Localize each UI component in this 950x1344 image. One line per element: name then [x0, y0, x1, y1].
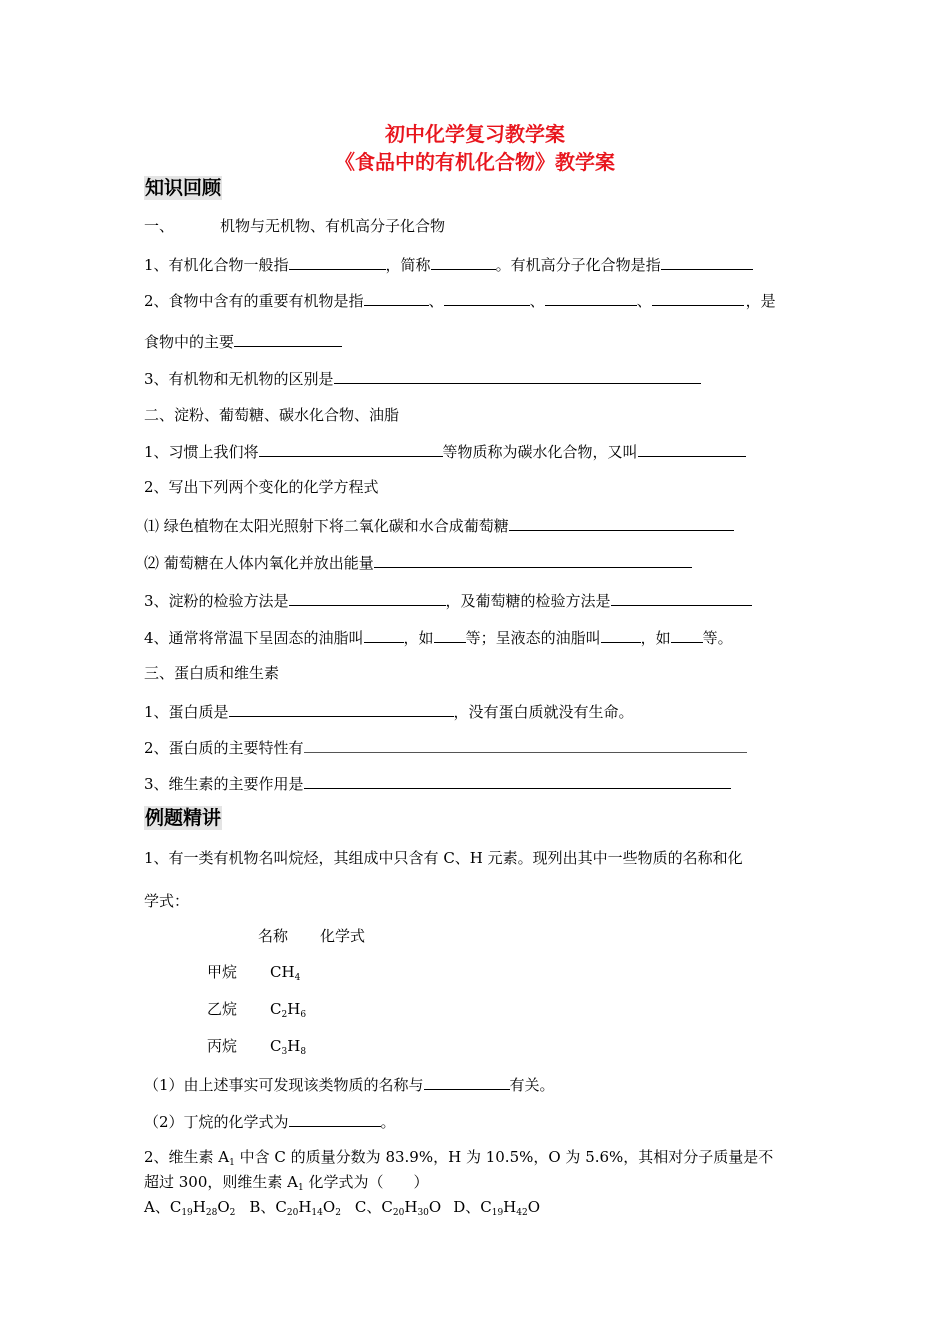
option-text: C、C — [354, 1198, 393, 1216]
option-d[interactable] — [453, 1198, 540, 1216]
answer-blank[interactable] — [611, 589, 752, 606]
answer-blank[interactable] — [289, 1110, 381, 1127]
table-row-name: 乙烷 — [207, 1000, 238, 1018]
table-row-formula — [270, 1036, 306, 1062]
q7-text-d: ，如 — [640, 629, 671, 647]
answer-blank[interactable] — [364, 626, 404, 643]
example-2-options — [144, 1197, 540, 1223]
answer-blank[interactable] — [431, 253, 496, 270]
sub1-text-a: （1）由上述事实可发现该类物质的名称与 — [144, 1076, 424, 1094]
question-2 — [144, 289, 776, 311]
option-b[interactable] — [249, 1198, 341, 1216]
table-row-formula — [270, 962, 300, 988]
formula-subscript: 42 — [516, 1208, 528, 1218]
answer-blank[interactable] — [289, 253, 386, 270]
q1-text-c: 。有机高分子化合物是指 — [495, 256, 661, 274]
section-heading-examples: 例题精讲 — [145, 807, 222, 829]
table-header-formula: 化学式 — [320, 927, 366, 945]
table-row-formula — [270, 999, 306, 1025]
sub1-text-b: 有关。 — [509, 1076, 555, 1094]
question-3 — [144, 367, 701, 389]
table-row-name: 甲烷 — [207, 963, 238, 981]
answer-blank[interactable] — [234, 330, 342, 347]
e2-text-b: 中含 C 的质量分数为 83.9%，H 为 10.5%，O 为 5.6%，其相对分子质量是不 — [234, 1148, 774, 1166]
answer-blank[interactable] — [304, 736, 747, 753]
table-header-name: 名称 — [258, 927, 289, 945]
formula-subscript: 30 — [417, 1208, 429, 1218]
formula-subscript: 2 — [335, 1208, 341, 1218]
answer-blank[interactable] — [364, 289, 429, 306]
formula-subscript: 2 — [229, 1208, 236, 1218]
question-5: 2、写出下列两个变化的化学方程式 — [144, 478, 379, 496]
formula-part: H — [298, 1198, 312, 1216]
option-text: A、C — [144, 1198, 182, 1216]
q2-text-end: ，是 — [745, 292, 776, 310]
answer-blank[interactable] — [652, 289, 744, 306]
example-1-line-2: 学式： — [144, 892, 190, 910]
page-subtitle: 《食品中的有机化合物》教学案 — [335, 150, 615, 174]
section-heading-review: 知识回顾 — [145, 177, 222, 199]
formula-part: C — [270, 1000, 282, 1018]
sub2-text-a: （2）丁烷的化学式为 — [144, 1113, 289, 1131]
answer-blank[interactable] — [545, 289, 637, 306]
example-2-line-1 — [144, 1147, 773, 1173]
formula-part: H — [404, 1198, 418, 1216]
example-1-line-1: 1、有一类有机物名叫烷烃，其组成中只含有 C、H 元素。现列出其中一些物质的名称和化 — [144, 849, 743, 867]
question-9 — [144, 736, 747, 758]
q6-text-b: ，及葡萄糖的检验方法是 — [445, 592, 611, 610]
sub2-text-b: 。 — [380, 1113, 396, 1131]
answer-blank[interactable] — [424, 1073, 510, 1090]
formula-subscript: 4 — [294, 973, 301, 983]
formula-subscript: 8 — [300, 1047, 307, 1057]
answer-blank[interactable] — [444, 289, 530, 306]
formula-part: O — [322, 1198, 336, 1216]
question-7 — [144, 626, 733, 648]
answer-blank[interactable] — [304, 772, 731, 789]
formula-part: O — [217, 1198, 230, 1216]
separator: 、 — [428, 292, 444, 310]
q2-text-b: 食物中的主要 — [144, 333, 235, 351]
example-1-sub-2 — [144, 1110, 396, 1132]
separator: 、 — [529, 292, 545, 310]
e2-text-c: 超过 300，则维生素 A — [144, 1173, 298, 1191]
heading-1 — [144, 216, 445, 236]
q10-text: 3、维生素的主要作用是 — [144, 775, 304, 793]
formula-part: H — [192, 1198, 206, 1216]
answer-blank[interactable] — [434, 626, 466, 643]
formula-subscript: 28 — [205, 1208, 218, 1218]
formula-part: O — [527, 1198, 541, 1216]
formula-subscript: 20 — [392, 1208, 405, 1218]
formula-subscript: 20 — [286, 1208, 299, 1218]
option-a[interactable] — [144, 1198, 235, 1216]
q7-text-a: 4、通常将常温下呈固态的油脂叫 — [144, 629, 364, 647]
answer-blank[interactable] — [334, 367, 701, 384]
question-6 — [144, 589, 752, 611]
option-c[interactable] — [355, 1198, 441, 1216]
e2-text-a: 2、维生素 A — [144, 1148, 230, 1166]
formula-subscript: 1 — [298, 1183, 304, 1193]
question-10 — [144, 772, 731, 794]
question-5-2 — [144, 551, 692, 573]
answer-blank[interactable] — [661, 253, 753, 270]
formula-part: H — [503, 1198, 517, 1216]
heading-1-number: 一、 — [144, 217, 175, 235]
heading-2: 二、淀粉、葡萄糖、碳水化合物、油脂 — [144, 406, 400, 424]
q4-text-b: 等物质称为碳水化合物，又叫 — [442, 443, 638, 461]
page-title: 初中化学复习教学案 — [385, 122, 565, 146]
formula-subscript: 6 — [300, 1010, 307, 1020]
e2-text-d: 化学式为（ ） — [303, 1173, 429, 1191]
separator: 、 — [636, 292, 652, 310]
q4-text-a: 1、习惯上我们将 — [144, 443, 259, 461]
answer-blank[interactable] — [289, 589, 446, 606]
example-1-sub-1 — [144, 1073, 555, 1095]
answer-blank[interactable] — [259, 440, 443, 457]
question-8 — [144, 700, 634, 722]
formula-part: O — [428, 1198, 442, 1216]
q6-text-a: 3、淀粉的检验方法是 — [144, 592, 289, 610]
answer-blank[interactable] — [374, 551, 692, 568]
q7-text-c: 等；呈液态的油脂叫 — [465, 629, 601, 647]
q1-text-b: ，简称 — [385, 256, 431, 274]
question-5-1 — [144, 514, 734, 536]
formula-subscript: 19 — [491, 1208, 504, 1218]
formula-part: C — [270, 1037, 282, 1055]
q5-2-text: ⑵ 葡萄糖在人体内氧化并放出能量 — [144, 554, 374, 572]
formula-subscript: 1 — [229, 1158, 235, 1168]
q3-text: 3、有机物和无机物的区别是 — [144, 370, 334, 388]
answer-blank[interactable] — [601, 626, 641, 643]
formula-part: H — [287, 1000, 301, 1018]
question-2-continued — [144, 330, 342, 352]
option-text: B、C — [249, 1198, 287, 1216]
answer-blank[interactable] — [638, 440, 746, 457]
question-4 — [144, 440, 746, 462]
table-row-name: 丙烷 — [207, 1037, 238, 1055]
option-text: D、C — [453, 1198, 492, 1216]
heading-3: 三、蛋白质和维生素 — [144, 664, 280, 682]
q7-text-e: 等。 — [702, 629, 733, 647]
formula-subscript: 19 — [181, 1208, 193, 1218]
q1-text-a: 1、有机化合物一般指 — [144, 256, 289, 274]
q7-text-b: ，如 — [403, 629, 434, 647]
question-1 — [144, 253, 753, 275]
answer-blank[interactable] — [509, 514, 734, 531]
answer-blank[interactable] — [671, 626, 703, 643]
formula-subscript: 14 — [311, 1208, 323, 1218]
formula-subscript: 2 — [281, 1010, 288, 1020]
answer-blank[interactable] — [229, 700, 454, 717]
q2-text-a: 2、食物中含有的重要有机物是指 — [144, 292, 364, 310]
formula-part: CH — [270, 963, 295, 981]
q8-text-b: ，没有蛋白质就没有生命。 — [453, 703, 634, 721]
q9-text: 2、蛋白质的主要特性有 — [144, 739, 304, 757]
heading-1-text: 机物与无机物、有机高分子化合物 — [220, 217, 446, 235]
formula-subscript: 3 — [281, 1047, 288, 1057]
q8-text-a: 1、蛋白质是 — [144, 703, 229, 721]
q5-1-text: ⑴ 绿色植物在太阳光照射下将二氧化碳和水合成葡萄糖 — [144, 517, 509, 535]
formula-part: H — [287, 1037, 301, 1055]
example-2-line-2 — [144, 1172, 429, 1198]
